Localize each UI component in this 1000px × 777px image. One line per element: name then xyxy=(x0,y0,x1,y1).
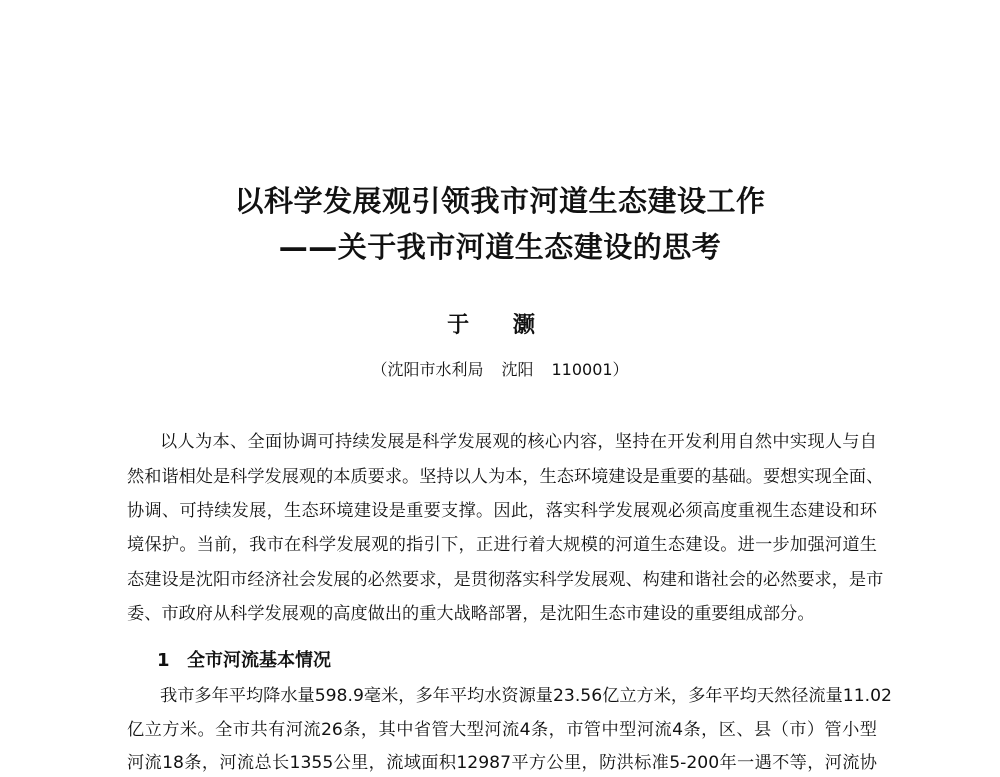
affiliation-zip: 110001） xyxy=(551,360,629,379)
section-title: 全市河流基本情况 xyxy=(187,650,331,671)
intro-paragraph-line: 态建设是沈阳市经济社会发展的必然要求，是贯彻落实科学发展观、构建和谐社会的必然要求，是市 xyxy=(127,570,884,590)
section-heading xyxy=(157,647,331,675)
intro-paragraph-line: 境保护。当前，我市在科学发展观的指引下，正进行着大规模的河道生态建设。进一步加强河道生 xyxy=(127,535,877,555)
intro-paragraph-line: 然和谐相处是科学发展观的本质要求。坚持以人为本，生态环境建设是重要的基础。要想实现全面、 xyxy=(127,467,884,487)
paper-subtitle: ——关于我市河道生态建设的思考 xyxy=(278,230,722,264)
author-name: 于 灏 xyxy=(447,313,553,338)
affiliation-city: 沈阳 xyxy=(501,360,534,379)
section-number: 1 xyxy=(157,650,170,671)
author-affiliation xyxy=(0,357,1000,383)
section-paragraph-line: 我市多年平均降水量598.9毫米，多年平均水资源量23.56亿立方米，多年平均天然径流量11.02 xyxy=(160,686,892,706)
intro-paragraph-line: 委、市政府从科学发展观的高度做出的重大战略部署，是沈阳生态市建设的重要组成部分。 xyxy=(127,604,815,624)
affiliation-org: （沈阳市水利局 xyxy=(371,360,484,379)
intro-paragraph-line: 协调、可持续发展，生态环境建设是重要支撑。因此，落实科学发展观必须高度重视生态建设和环 xyxy=(127,501,877,521)
paper-title: 以科学发展观引领我市河道生态建设工作 xyxy=(234,184,766,218)
section-paragraph-line: 河流18条，河流总长1355公里，流域面积12987平方公里，防洪标准5-200年一遇不等，河流协 xyxy=(127,753,877,773)
section-paragraph-line: 亿立方米。全市共有河流26条，其中省管大型河流4条，市管中型河流4条，区、县（市）管小型 xyxy=(127,720,877,740)
intro-paragraph-line: 以人为本、全面协调可持续发展是科学发展观的核心内容，坚持在开发利用自然中实现人与自 xyxy=(160,432,877,452)
